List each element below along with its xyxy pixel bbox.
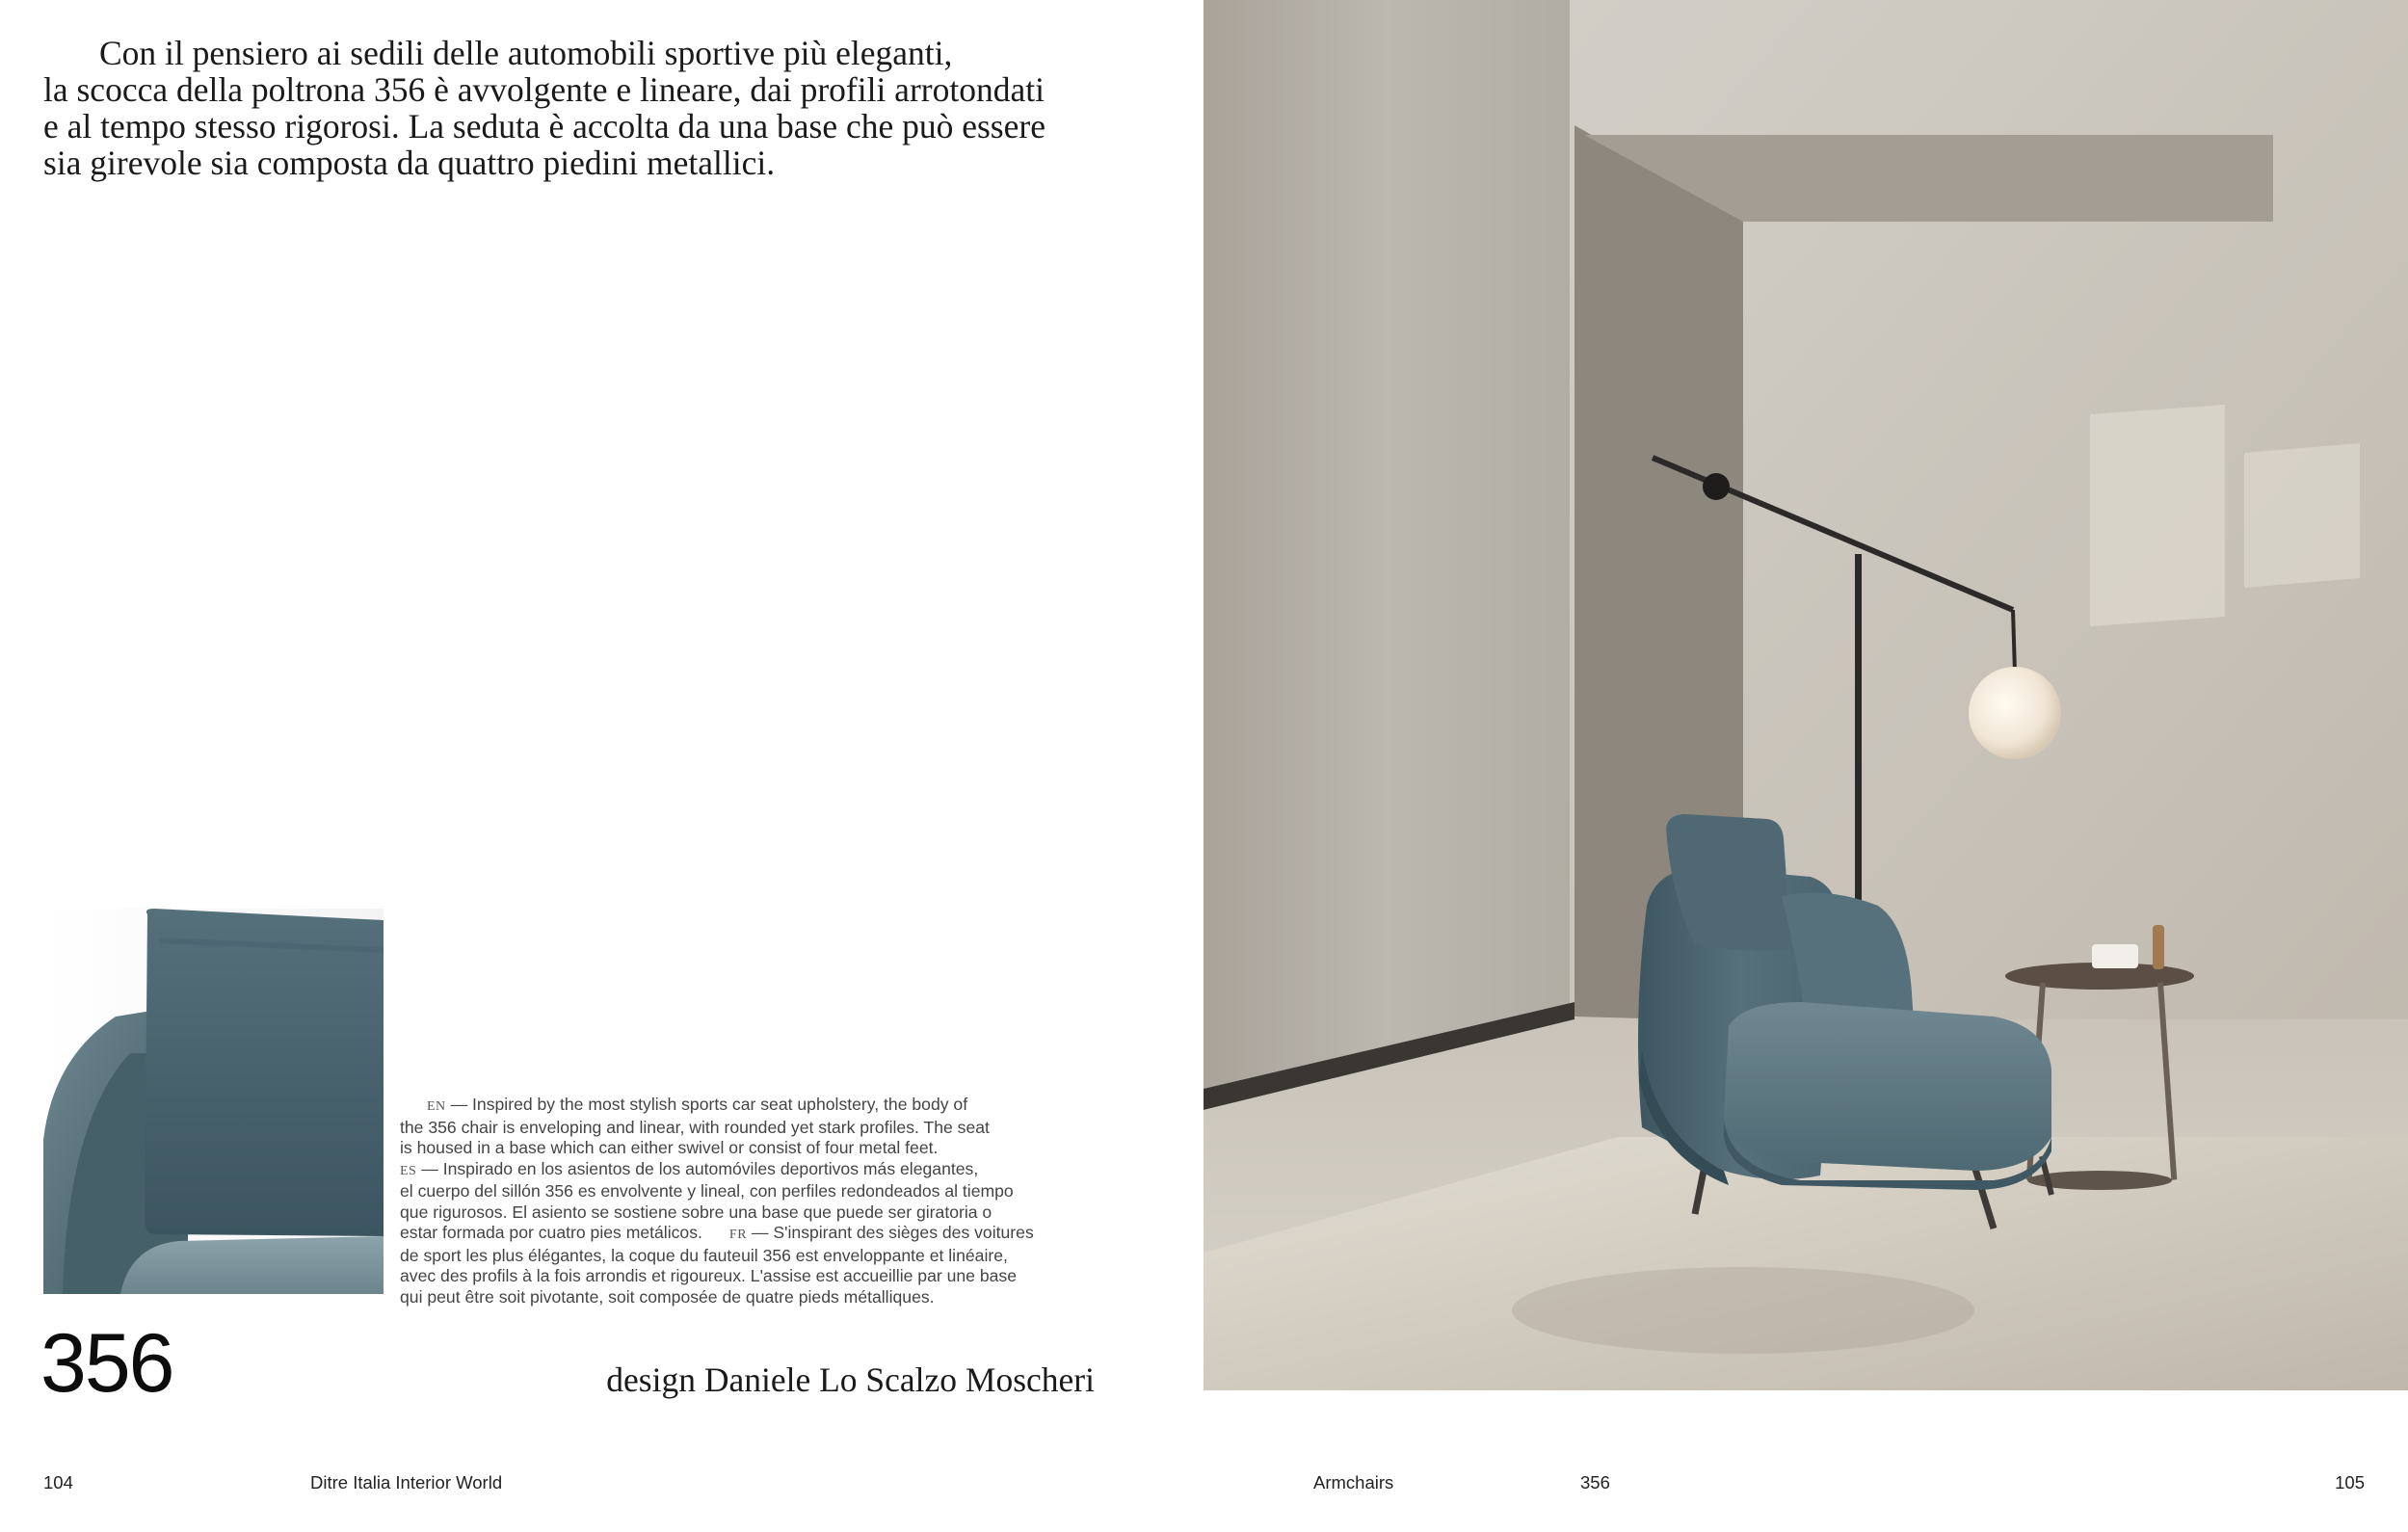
translation-line: avec des profils à la fois arrondis et rigoureux. L'assise est accueillie par une base — [400, 1266, 1018, 1285]
translation-line: EN — Inspired by the most stylish sports car seat upholstery, the body of — [427, 1095, 968, 1114]
publication-title: Ditre Italia Interior World — [310, 1472, 503, 1492]
lang-label-fr: FR — [728, 1228, 748, 1242]
left-page-number: 104 — [43, 1472, 73, 1492]
intro-line: la scocca della poltrona 356 è avvolgente e lineare, dai profili arrotondati — [43, 70, 1045, 109]
translation-line: qui peut être soit pivotante, soit composée de quatre pieds métalliques. — [400, 1286, 935, 1307]
translations-block — [400, 1095, 1094, 1307]
translation-line: the 356 chair is enveloping and linear, with rounded yet stark profiles. The seat — [400, 1117, 990, 1137]
translation-line: de sport les plus élégantes, la coque du fauteuil 356 est enveloppante et linéaire, — [400, 1245, 1008, 1265]
translation-line: is housed in a base which can either swivel or consist of four metal feet. — [400, 1138, 939, 1157]
translation-line: el cuerpo del sillón 356 es envolvente y lineal, con perfiles redondeados al tiempo — [400, 1181, 1014, 1201]
lang-label-es: ES — [400, 1163, 417, 1178]
model-number: 356 — [40, 1317, 173, 1410]
intro-line: Con il pensiero ai sedili delle automobili sportive più eleganti, — [99, 34, 953, 72]
right-page-number: 105 — [2335, 1472, 2365, 1492]
intro-line: e al tempo stesso rigorosi. La seduta è accolta da una base che può essere — [43, 107, 1045, 145]
section-label: Armchairs — [1313, 1472, 1394, 1492]
translation-line: ES — Inspirado en los asientos de los automóviles deportivos más elegantes, — [400, 1158, 979, 1178]
translation-line: estar formada por cuatro pies metálicos. FR — S'inspirant des sièges des voitures — [400, 1223, 1034, 1242]
lang-label-en: EN — [427, 1099, 446, 1114]
armchair-room-photo — [1204, 0, 2408, 1392]
armchair-detail-photo — [43, 909, 384, 1294]
intro-line: sia girevole sia composta da quattro piedini metallici. — [43, 144, 776, 182]
designer-credit: design Daniele Lo Scalzo Moscheri — [606, 1360, 1095, 1399]
section-item-label: 356 — [1580, 1472, 1610, 1492]
translation-line: que rigurosos. El asiento se sostiene sobre una base que puede ser giratoria o — [400, 1202, 992, 1222]
intro-paragraph — [43, 35, 1142, 181]
